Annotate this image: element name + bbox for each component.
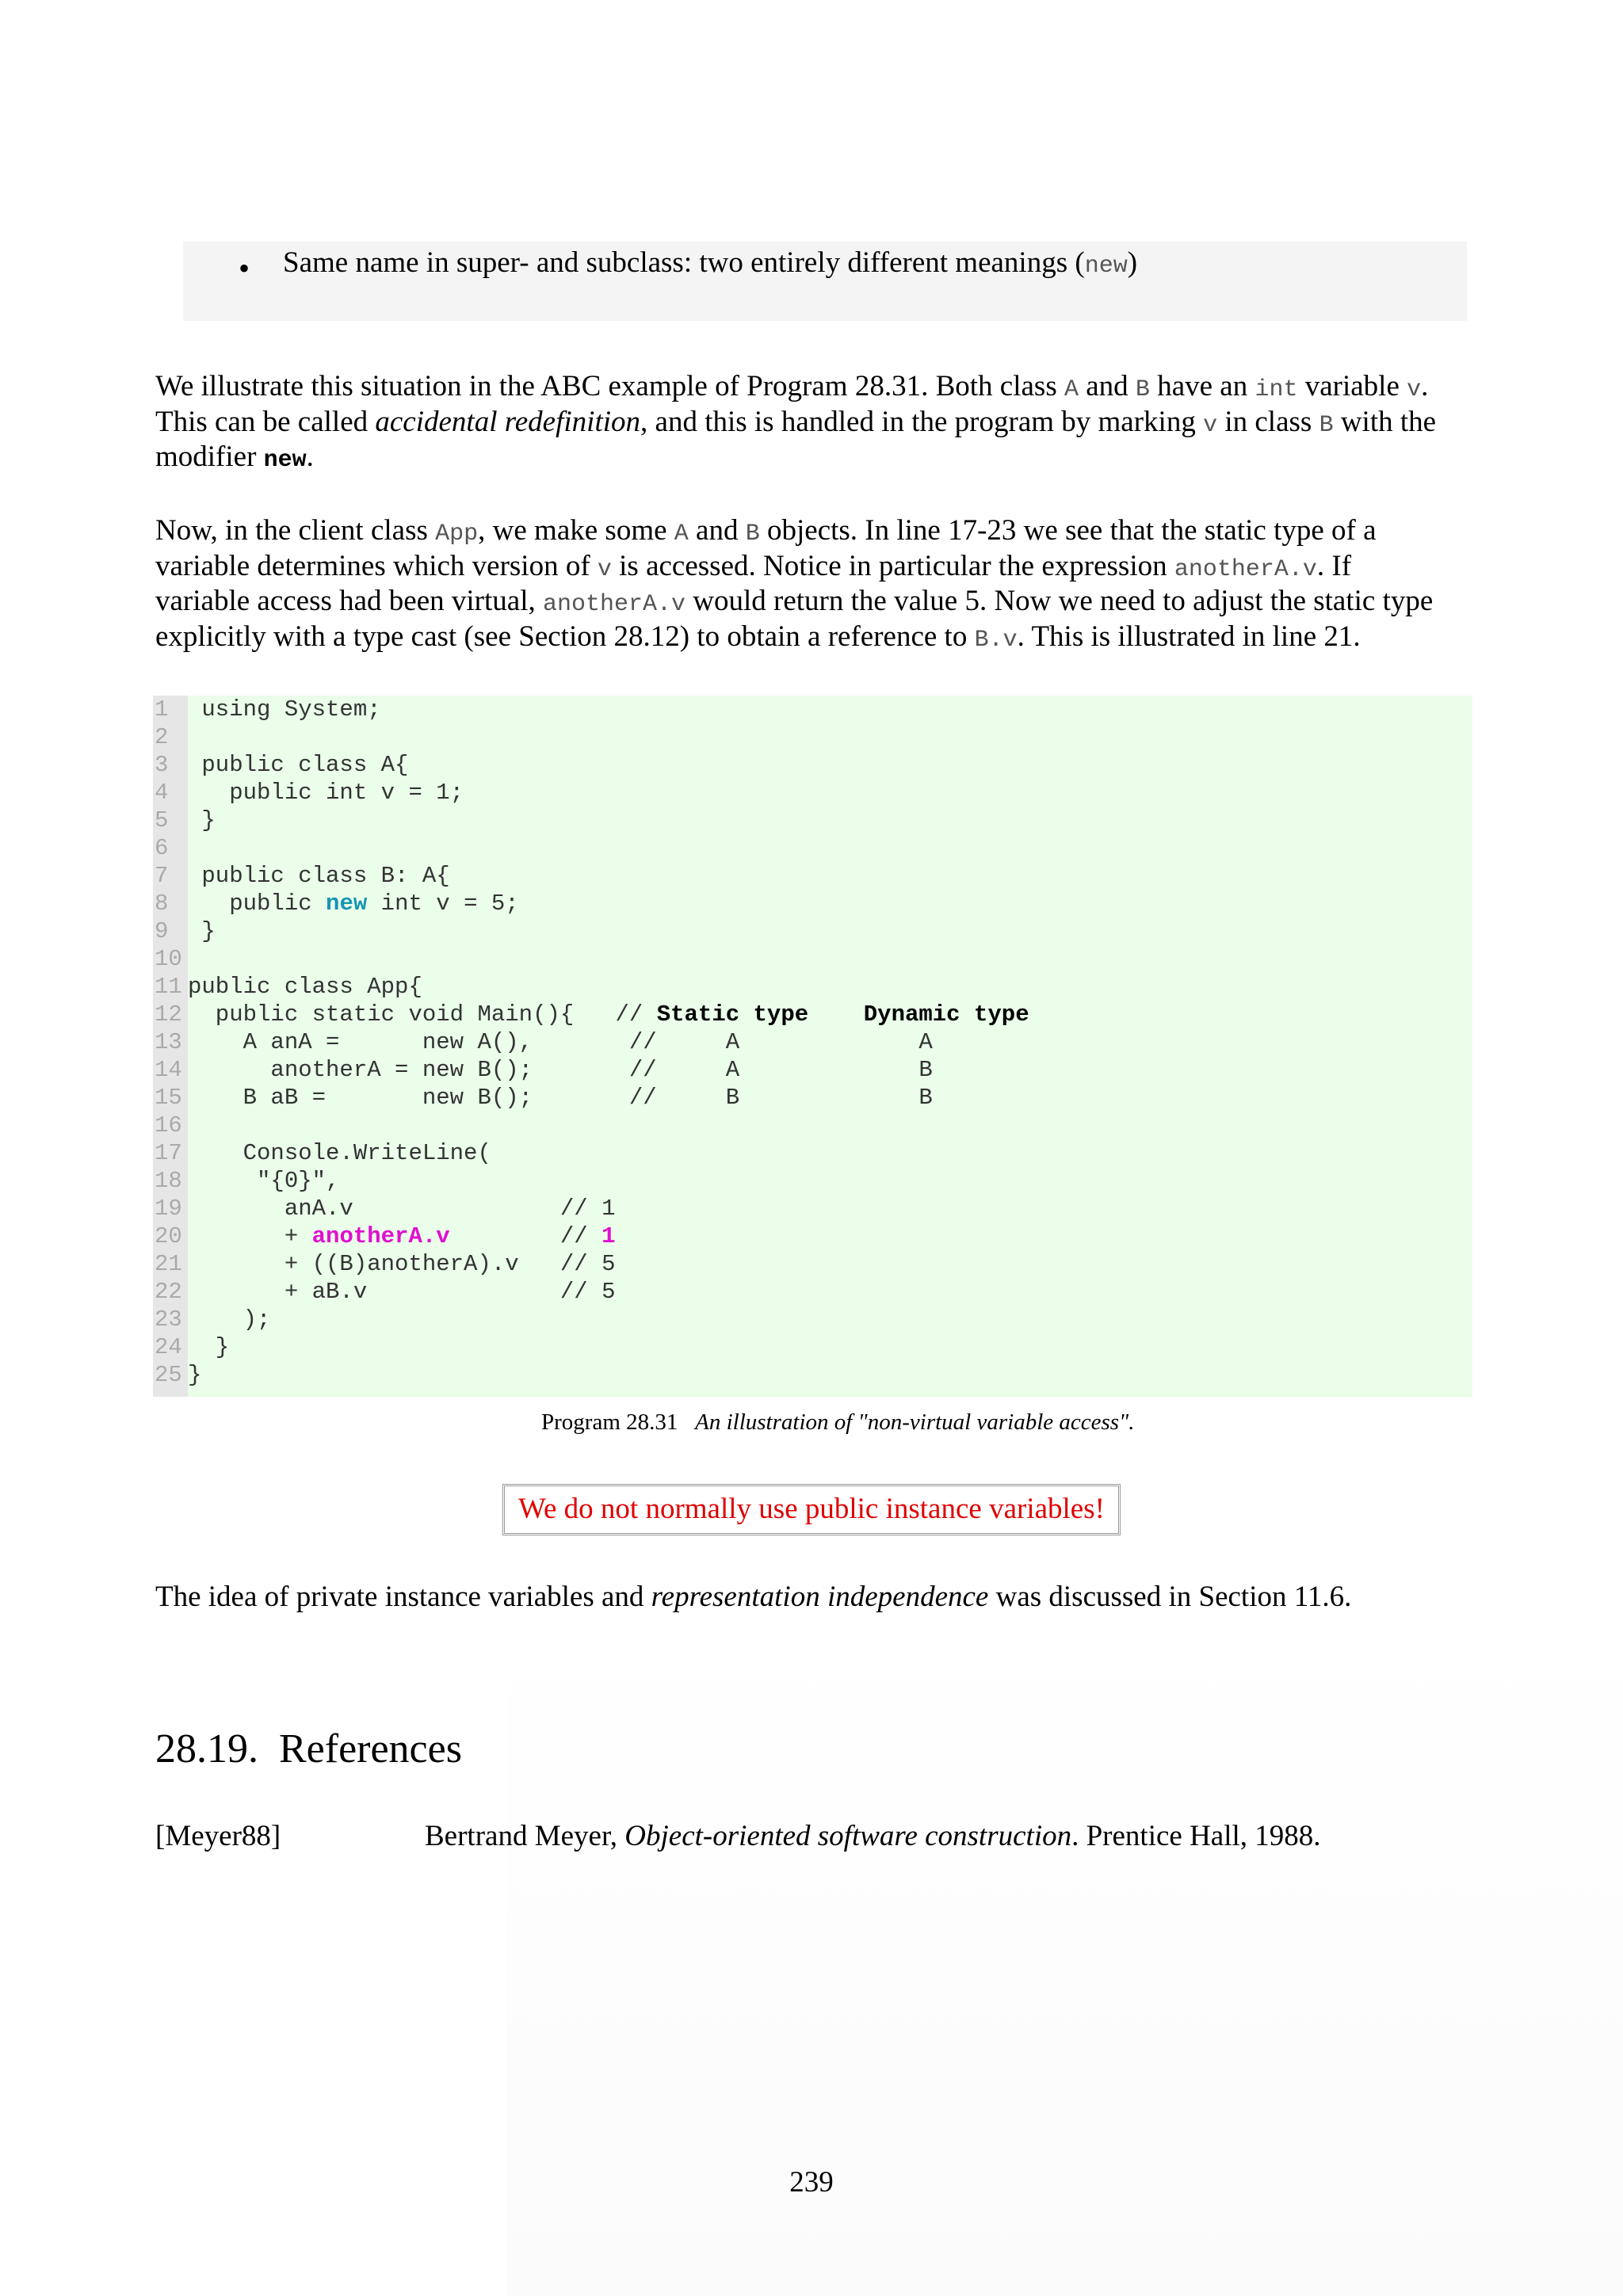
line-number: 25: [155, 1362, 182, 1388]
code-line: [153, 890, 519, 917]
paragraph-line: [155, 549, 1471, 585]
line-number: 8: [155, 891, 169, 917]
line-number: 20: [155, 1223, 182, 1249]
paragraph-accidental-redefinition: [155, 369, 1471, 475]
code-text: //: [449, 1223, 602, 1249]
text-run: and: [1078, 370, 1136, 402]
code-line: [153, 1278, 616, 1306]
line-number: 19: [155, 1196, 182, 1222]
code-line: [153, 973, 422, 1001]
bullet-code-new: new: [1084, 253, 1128, 280]
bullet-icon: •: [239, 250, 250, 286]
text-run: . This is illustrated in line 21.: [1017, 620, 1361, 653]
bullet-box: [183, 242, 1467, 321]
code-text: using System;: [201, 696, 381, 723]
paragraph-line: [155, 620, 1471, 655]
code-line: [153, 1084, 933, 1112]
program-caption: [541, 1409, 1144, 1436]
text-run: We illustrate this situation in the ABC example of Program 28.31. Both class: [155, 370, 1064, 402]
reference-author: Bertrand Meyer,: [425, 1820, 625, 1852]
code-text: "{0}",: [188, 1168, 340, 1194]
page-number: 239: [789, 2166, 834, 2199]
paragraph-line: [155, 440, 1471, 475]
line-number: 15: [155, 1085, 182, 1111]
code-text: [808, 1001, 864, 1028]
code-run: A: [1064, 376, 1079, 403]
text-run: would return the value 5. Now we need to adjust the static type: [685, 585, 1434, 617]
code-text: public int v = 1;: [201, 780, 464, 806]
code-text: + aB.v // 5: [188, 1279, 616, 1305]
text-run: variable: [1297, 370, 1407, 402]
code-run: App: [435, 521, 479, 547]
code-line: [153, 807, 216, 834]
comment-static-type: Static type: [656, 1001, 809, 1028]
code-text: );: [188, 1306, 271, 1333]
code-line: [153, 1167, 339, 1195]
line-number: 16: [155, 1112, 182, 1138]
line-number: 9: [155, 918, 169, 944]
line-number: 11: [155, 974, 182, 1000]
code-line: [153, 1361, 201, 1389]
code-text: Console.WriteLine(: [188, 1140, 491, 1166]
line-number: 21: [155, 1251, 182, 1277]
section-heading: [155, 1726, 462, 1772]
code-text: }: [201, 807, 216, 833]
paragraph-line: [155, 584, 1471, 620]
text-run: was discussed in Section 11.6.: [988, 1581, 1352, 1613]
line-number: 22: [155, 1279, 182, 1305]
code-text: +: [188, 1223, 312, 1249]
code-text: anotherA = new B(); // A B: [188, 1057, 933, 1083]
line-number: 17: [155, 1140, 182, 1166]
text-run: . If: [1316, 549, 1352, 582]
line-number: 23: [155, 1306, 182, 1333]
text-run: Now, in the client class: [155, 514, 436, 547]
code-line: [153, 1001, 1029, 1028]
code-run: anotherA.v: [1174, 555, 1317, 583]
paragraph-line: [155, 1580, 1471, 1615]
code-run-bold: new: [263, 447, 307, 474]
line-number: 7: [155, 863, 169, 889]
reference-key: [Meyer88]: [155, 1820, 281, 1852]
line-number: 1: [155, 696, 169, 723]
text-run: This can be called: [155, 405, 376, 438]
code-run: anotherA.v: [543, 591, 686, 618]
text-run: modifier: [155, 441, 264, 473]
code-line: [153, 1222, 616, 1250]
code-run: v: [597, 555, 612, 583]
text-run: , and this is handled in the program by marking: [640, 405, 1204, 438]
code-run: int: [1254, 376, 1298, 403]
line-number: 24: [155, 1334, 182, 1360]
code-text: B aB = new B(); // B B: [188, 1085, 933, 1111]
text-run: and: [688, 514, 746, 547]
caption-label: Program 28.31: [541, 1409, 678, 1435]
code-line: [153, 1250, 616, 1278]
code-line: [153, 1333, 229, 1361]
text-run: have an: [1149, 370, 1255, 402]
code-line: [153, 751, 408, 779]
text-run: in class: [1217, 405, 1319, 438]
code-text: public class A{: [201, 752, 409, 778]
code-line: [153, 862, 450, 890]
code-line: [153, 1112, 188, 1139]
code-line: [153, 834, 188, 862]
highlight-anotherA-v: anotherA.v: [311, 1223, 450, 1249]
code-text: public: [201, 891, 327, 917]
section-title: References: [279, 1726, 462, 1772]
code-text: anA.v // 1: [188, 1196, 616, 1222]
emphasis-run: representation independence: [651, 1581, 989, 1613]
line-number: 3: [155, 752, 169, 778]
paragraph-line: [155, 369, 1471, 405]
code-line: [153, 723, 188, 751]
code-line: [153, 917, 216, 945]
code-text: A anA = new A(), // A A: [188, 1029, 933, 1055]
code-text: + ((B)anotherA).v // 5: [188, 1251, 616, 1277]
text-run: is accessed. Notice in particular the expression: [611, 549, 1174, 582]
text-run: variable access had been virtual,: [155, 585, 543, 617]
reference-entry: [425, 1819, 1321, 1853]
bullet-text-close: ): [1127, 246, 1138, 279]
line-number: 12: [155, 1001, 182, 1028]
code-text: int v = 5;: [367, 891, 519, 917]
text-run: with the: [1333, 405, 1437, 438]
code-run: B: [1319, 411, 1334, 439]
code-line: [153, 1195, 616, 1222]
text-run: .: [1421, 370, 1429, 402]
text-run: The idea of private instance variables and: [155, 1581, 651, 1613]
bullet-text-main: Same name in super- and subclass: two entirely different meanings (: [283, 246, 1085, 279]
code-text: public class B: A{: [201, 863, 450, 889]
paragraph-line: [155, 405, 1471, 441]
section-number: 28.19.: [155, 1726, 258, 1772]
code-text: }: [188, 1334, 230, 1360]
keyword-new: new: [326, 891, 368, 917]
code-line: [153, 1139, 491, 1167]
code-text: }: [201, 918, 216, 944]
line-number: 18: [155, 1168, 182, 1194]
text-run: explicitly with a type cast (see Section 28.12) to obtain a reference to: [155, 620, 975, 653]
code-run: B: [745, 521, 760, 547]
reference-title: Object-oriented software construction: [624, 1820, 1072, 1852]
line-number: 4: [155, 780, 169, 806]
comment-dynamic-type: Dynamic type: [863, 1001, 1029, 1028]
line-number: 10: [155, 946, 182, 972]
code-text: public static void Main(){ //: [188, 1001, 657, 1028]
code-line: [153, 779, 464, 807]
code-line: [153, 1028, 933, 1056]
code-text: public class App{: [188, 974, 422, 1000]
code-line: [153, 1056, 933, 1084]
paragraph-line: [155, 513, 1471, 549]
line-number: 5: [155, 807, 169, 833]
line-number: 13: [155, 1029, 182, 1055]
code-line: [153, 696, 381, 723]
line-number: 14: [155, 1057, 182, 1083]
code-line: [153, 945, 188, 973]
code-listing: [153, 696, 1472, 1397]
text-run: .: [306, 441, 314, 473]
code-run: v: [1407, 376, 1422, 403]
line-number: 6: [155, 835, 169, 861]
bullet-text: [283, 246, 1137, 280]
code-text: }: [188, 1362, 202, 1388]
text-run: , we make some: [478, 514, 674, 547]
code-run: B.v: [974, 626, 1018, 654]
emphasis-run: accidental redefinition: [375, 405, 641, 438]
code-line: [153, 1306, 270, 1333]
code-run: v: [1203, 411, 1218, 439]
note-box: We do not normally use public instance variables!: [502, 1484, 1121, 1535]
paragraph-representation-independence: [155, 1580, 1471, 1615]
caption-text: An illustration of "non-virtual variable access".: [695, 1409, 1135, 1435]
text-run: variable determines which version of: [155, 549, 598, 582]
highlight-result-1: 1: [601, 1223, 616, 1249]
paragraph-client-class: [155, 513, 1471, 654]
text-run: objects. In line 17-23 we see that the static type of a: [759, 514, 1377, 547]
code-run: B: [1135, 376, 1150, 403]
line-number: 2: [155, 724, 169, 750]
reference-publisher: . Prentice Hall, 1988.: [1071, 1820, 1321, 1852]
code-run: A: [674, 521, 689, 547]
